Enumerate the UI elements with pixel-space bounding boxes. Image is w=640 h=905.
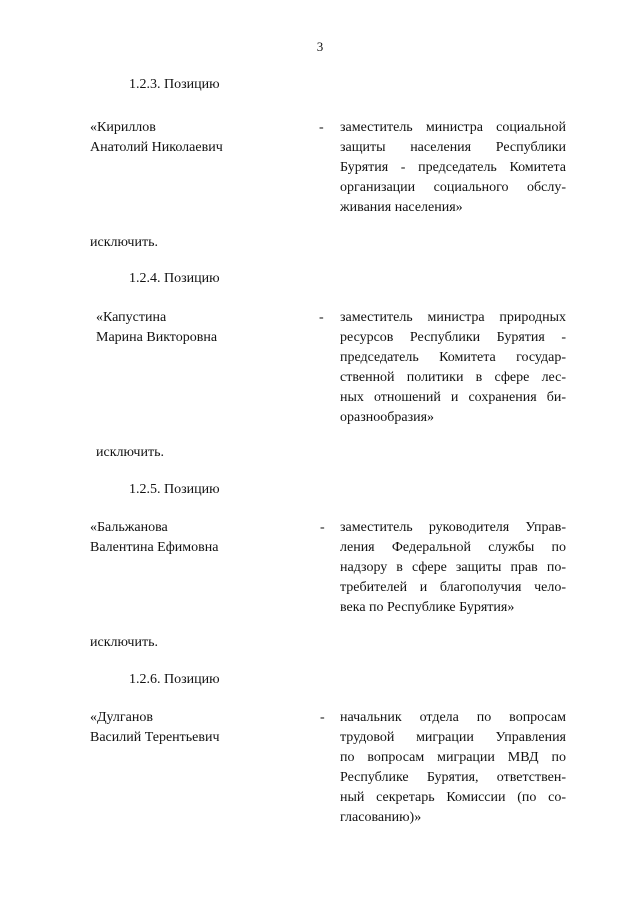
description-line: гласованию)» bbox=[340, 810, 422, 825]
section-heading-1-2-4: 1.2.4. Позицию bbox=[129, 271, 220, 286]
person-name-dulganov bbox=[90, 708, 220, 748]
description-line: Республике Бурятия, ответствен- bbox=[340, 770, 566, 785]
exclude-text: исключить. bbox=[90, 635, 158, 650]
position-description-balzhanova bbox=[340, 518, 566, 618]
description-line: председатель Комитета государ- bbox=[340, 350, 566, 365]
person-name-kirillov bbox=[90, 118, 223, 158]
description-line: надзору в сфере защиты прав по- bbox=[340, 560, 566, 575]
dash-separator: - bbox=[320, 710, 325, 725]
position-description-kirillov bbox=[340, 118, 566, 218]
description-line: заместитель руководителя Управ- bbox=[340, 520, 566, 535]
description-line: начальник отдела по вопросам bbox=[340, 710, 566, 725]
dash-separator: - bbox=[320, 520, 325, 535]
name-line: «Капустина bbox=[96, 310, 167, 325]
position-description-kapustina bbox=[340, 308, 566, 428]
description-line: ных отношений и сохранения би- bbox=[340, 390, 566, 405]
description-line: века по Республике Бурятия» bbox=[340, 600, 515, 615]
section-heading-1-2-5: 1.2.5. Позицию bbox=[129, 482, 220, 497]
dash-separator: - bbox=[319, 120, 324, 135]
name-line: Василий Терентьевич bbox=[90, 730, 220, 745]
name-line: Анатолий Николаевич bbox=[90, 140, 223, 155]
name-line: «Кириллов bbox=[90, 120, 156, 135]
person-name-kapustina bbox=[96, 308, 217, 348]
description-line: организации социального обслу- bbox=[340, 180, 566, 195]
description-line: Бурятия - председатель Комитета bbox=[340, 160, 566, 175]
position-description-dulganov bbox=[340, 708, 566, 828]
name-line: «Бальжанова bbox=[90, 520, 168, 535]
description-line: оразнообразия» bbox=[340, 410, 435, 425]
name-line: Валентина Ефимовна bbox=[90, 540, 219, 555]
description-line: защиты населения Республики bbox=[340, 140, 566, 155]
section-heading-1-2-6: 1.2.6. Позицию bbox=[129, 672, 220, 687]
description-line: ресурсов Республики Бурятия - bbox=[340, 330, 566, 345]
person-name-balzhanova bbox=[90, 518, 218, 558]
exclude-text: исключить. bbox=[90, 235, 158, 250]
description-line: по вопросам миграции МВД по bbox=[340, 750, 566, 765]
description-line: ный секретарь Комиссии (по со- bbox=[340, 790, 566, 805]
description-line: трудовой миграции Управления bbox=[340, 730, 566, 745]
description-line: ления Федеральной службы по bbox=[340, 540, 566, 555]
description-line: заместитель министра природных bbox=[340, 310, 566, 325]
name-line: Марина Викторовна bbox=[96, 330, 218, 345]
description-line: требителей и благополучия чело- bbox=[340, 580, 566, 595]
name-line: «Дулганов bbox=[90, 710, 153, 725]
dash-separator: - bbox=[319, 310, 324, 325]
exclude-text: исключить. bbox=[96, 445, 164, 460]
page-number: 3 bbox=[316, 39, 324, 54]
description-line: заместитель министра социальной bbox=[340, 120, 566, 135]
description-line: ственной политики в сфере лес- bbox=[340, 370, 566, 385]
section-heading-1-2-3: 1.2.3. Позицию bbox=[129, 77, 220, 92]
description-line: живания населения» bbox=[340, 200, 463, 215]
